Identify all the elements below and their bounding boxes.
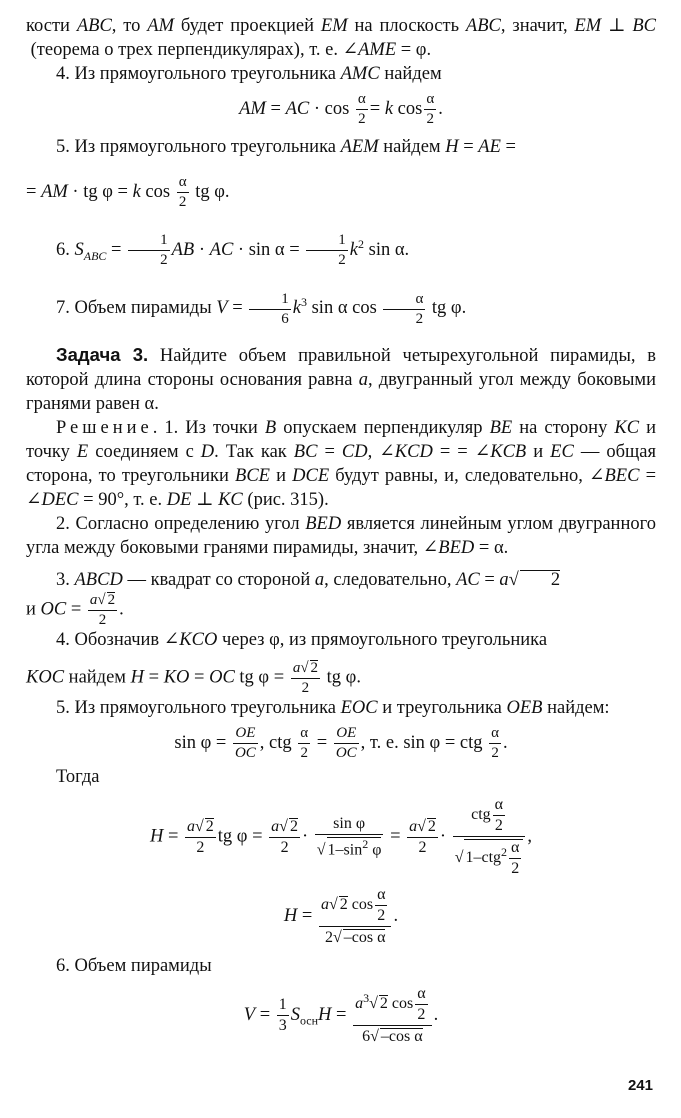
textbook-page (26, 14, 656, 1049)
step-7-volume: 7. Объем пирамиды V = $\frac{1}{6}$ $k^3$ sin α cos $\frac{\alpha}{2}$ tg φ. (56, 290, 467, 327)
solution-step-5: 5. Из прямоугольного треугольника EOC и треугольника OEB найдем: (56, 697, 610, 718)
then-label: Тогда (56, 766, 100, 787)
formula-h: = AM · tg φ = k cos $\frac{\alpha}{2}$ tg φ. (26, 174, 230, 210)
task-3-title: Задача 3. (56, 343, 149, 365)
formula-ko: KOC найдем H = KO = OC tg φ = $\frac{a√ 2}{2}$ tg φ. (26, 659, 361, 696)
step-5: 5. Из прямоугольного треугольника AEM найдем H = AE = (56, 137, 516, 157)
formula-volume: V = $\frac{1}{3}$ $S_{осн}H$ = $a^3√$ 2 cos $\frac{\alpha}{2}$ 6√ –cos α . (243, 984, 439, 1045)
solution-step-3: 3. ABCD — квадрат со стороной a, следовательно, AC = a√ 2 (56, 569, 561, 590)
step-4: 4. Из прямоугольного треугольника AMC найдем (56, 64, 442, 84)
formula-sin-phi: sin φ = $\frac{OE}{OC}$ , ctg $\frac{\alpha}{2}$ = $\frac{OE}{OC}$ , т. е. sin φ = ctg $\frac{\alpha}{2}$ . (174, 724, 508, 761)
page-number: 241 (627, 1077, 653, 1094)
formula-oc: и OC = $\frac{a√ 2}{2}$ . (26, 591, 124, 628)
paragraph-projection: кости ABC, то AM будет проекцией EM на плоскость ABC, значит, EM ⊥ BC (теорема о трех перпендикулярах), т. е. ∠AME = φ. (26, 16, 656, 60)
formula-h-final: H = a√ 2 cos $\frac{\alpha}{2}$ 2√ –cos α . (283, 885, 399, 946)
solution-step-1: Решение. 1. Из точки B опускаем перпендикуляр BE на сторону KC и точку E соединяем с D. Так как BC = CD, ∠KCD = = ∠KCB и EC — общая сторона, то треугольники BCE и DCE будут равны, и, следовательно, ∠BEC = ∠DEC = 90°, т. е. DE ⊥ KC (рис. 315). (26, 417, 657, 510)
solution-step-6: 6. Объем пирамиды (56, 955, 212, 976)
solution-step-4: 4. Обозначив ∠KCO через φ, из прямоугольного треугольника (56, 629, 548, 650)
task-3: Задача 3. Найдите объем правильной четырехугольной пирамиды, в которой длина стороны основания равна a, двугранный угол между боковыми гранями равен α. (26, 343, 656, 414)
formula-h-chain: H = $\frac{a√ 2}{2}$ tg φ = $\frac{a√ 2}{2}$ · $\frac{\text{sin φ}}{√ 1-\sin^2 \varphi}$ = $\frac{a√ 2}{2}$ · ctg $\frac{\alpha}{2}$ √ 1–ctg$^2$ $\frac{\alpha}{2}$ , (149, 795, 533, 877)
step-6-area: 6. $S_{ABC}$ = $\frac{1}{2}$ AB · AC · sin α = $\frac{1}{2}$ $k^2$ sin α. (56, 232, 410, 269)
solution-step-2: 2. Согласно определению угол BED является линейным углом двугранного угла между боковыми гранями пирамиды, значит, ∠BED = α. (26, 513, 656, 558)
formula-am: AM = AC · cos $\frac{\alpha}{2}$ = k cos $\frac{\alpha}{2}$ . (239, 91, 443, 127)
